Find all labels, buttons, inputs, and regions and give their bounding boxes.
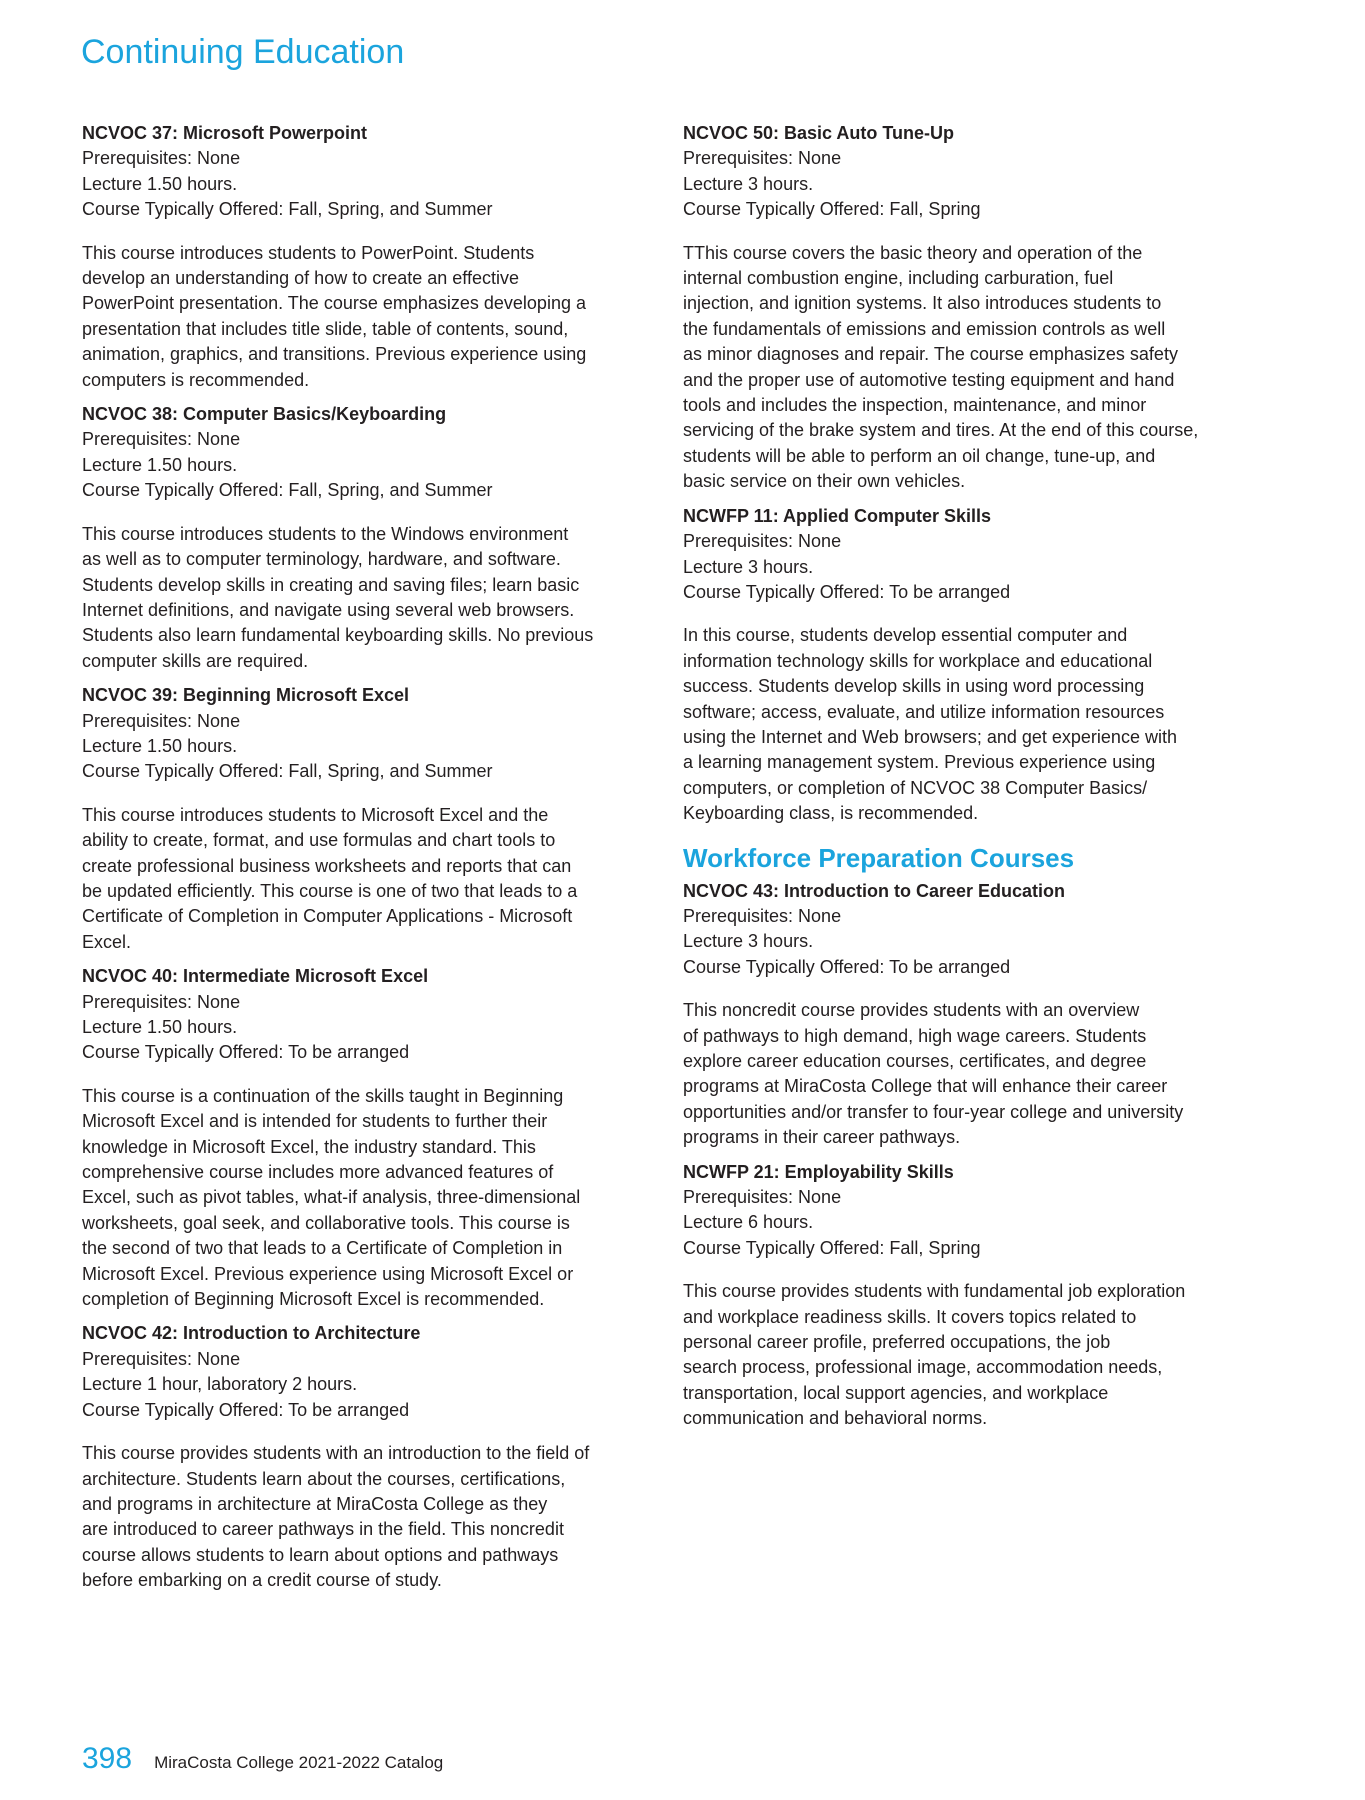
course-prerequisites: Prerequisites: None — [82, 1348, 241, 1369]
course-heading: NCVOC 39: Beginning Microsoft Excel — [82, 685, 410, 706]
description-line: before embarking on a credit course of study. — [82, 1570, 442, 1591]
description-line: This course introduces students to Microsoft Excel and the — [82, 804, 549, 825]
description-line: knowledge in Microsoft Excel, the industry standard. This — [82, 1136, 536, 1157]
course-hours: Lecture 1.50 hours. — [82, 173, 238, 194]
description-line: develop an understanding of how to create an effective — [82, 268, 519, 289]
description-line: comprehensive course includes more advanced features of — [82, 1162, 554, 1183]
description-line: servicing of the brake system and tires. At the end of this course, — [683, 420, 1199, 441]
course-heading: NCWFP 21: Employability Skills — [683, 1161, 954, 1182]
description-line: be updated efficiently. This course is one of two that leads to a — [82, 880, 578, 901]
description-line: computers is recommended. — [82, 369, 310, 390]
description-line: information technology skills for workplace and educational — [683, 650, 1153, 671]
course-heading: NCVOC 43: Introduction to Career Education — [683, 880, 1066, 901]
description-line: of pathways to high demand, high wage careers. Students — [683, 1025, 1147, 1046]
course-prerequisites: Prerequisites: None — [683, 148, 842, 169]
footer — [82, 1742, 443, 1776]
description-line: Certificate of Completion in Computer Applications - Microsoft — [82, 906, 573, 927]
course-heading: NCVOC 40: Intermediate Microsoft Excel — [82, 966, 429, 987]
description-line: and the proper use of automotive testing equipment and hand — [683, 369, 1175, 390]
catalog-name: MiraCosta College 2021-2022 Catalog — [154, 1753, 444, 1772]
course-hours: Lecture 3 hours. — [683, 931, 814, 952]
course-entry — [683, 121, 1253, 495]
course-offered: Course Typically Offered: Fall, Spring — [683, 199, 981, 220]
description-line: tools and includes the inspection, maintenance, and minor — [683, 395, 1147, 416]
description-line: communication and behavioral norms. — [683, 1408, 988, 1429]
description-line: basic service on their own vehicles. — [683, 471, 966, 492]
course-description — [683, 623, 1253, 826]
course-offered: Course Typically Offered: To be arranged — [683, 956, 1011, 977]
course-heading: NCVOC 50: Basic Auto Tune-Up — [683, 123, 955, 143]
description-line: In this course, students develop essential computer and — [683, 625, 1128, 646]
course-prerequisites: Prerequisites: None — [683, 531, 842, 552]
description-line: This course provides students with an introduction to the field of — [82, 1443, 590, 1464]
description-line: worksheets, goal seek, and collaborative tools. This course is — [82, 1212, 570, 1233]
description-line: a learning management system. Previous experience using — [683, 752, 1156, 773]
course-description — [683, 998, 1253, 1150]
description-line: search process, professional image, accommodation needs, — [683, 1357, 1163, 1378]
course-prerequisites: Prerequisites: None — [82, 429, 241, 450]
description-line: and workplace readiness skills. It covers topics related to — [683, 1306, 1137, 1327]
course-hours: Lecture 3 hours. — [683, 173, 814, 194]
course-entry — [82, 1321, 652, 1593]
course-prerequisites: Prerequisites: None — [82, 148, 241, 169]
course-prerequisites: Prerequisites: None — [82, 710, 241, 731]
course-offered: Course Typically Offered: Fall, Spring — [683, 1237, 981, 1258]
course-entry — [683, 1160, 1253, 1432]
course-offered: Course Typically Offered: To be arranged — [82, 1042, 410, 1063]
description-line: Internet definitions, and navigate using several web browsers. — [82, 599, 575, 620]
course-hours: Lecture 1.50 hours. — [82, 454, 238, 475]
description-line: using the Internet and Web browsers; and get experience with — [683, 726, 1177, 747]
description-line: programs in their career pathways. — [683, 1127, 961, 1148]
description-line: Students develop skills in creating and saving files; learn basic — [82, 574, 580, 595]
description-line: students will be able to perform an oil change, tune-up, and — [683, 445, 1156, 466]
page-number: 398 — [82, 1742, 133, 1775]
course-description — [683, 241, 1253, 495]
course-entry — [82, 964, 652, 1312]
description-line: create professional business worksheets and reports that can — [82, 855, 572, 876]
description-line: opportunities and/or transfer to four-year college and university — [683, 1101, 1184, 1122]
course-entry — [82, 121, 652, 393]
description-line: This course is a continuation of the skills taught in Beginning — [82, 1085, 564, 1106]
course-offered: Course Typically Offered: Fall, Spring, and Summer — [82, 480, 493, 501]
course-heading: NCWFP 11: Applied Computer Skills — [683, 505, 992, 526]
right-column — [683, 121, 1253, 1441]
course-hours: Lecture 6 hours. — [683, 1212, 814, 1233]
description-line: the fundamentals of emissions and emission controls as well — [683, 318, 1166, 339]
description-line: are introduced to career pathways in the field. This noncredit — [82, 1519, 564, 1540]
description-line: Keyboarding class, is recommended. — [683, 803, 979, 824]
description-line: Microsoft Excel and is intended for students to further their — [82, 1111, 548, 1132]
description-line: Students also learn fundamental keyboarding skills. No previous — [82, 625, 594, 646]
course-description — [82, 522, 652, 674]
description-line: explore career education courses, certificates, and degree — [683, 1051, 1147, 1071]
description-line: PowerPoint presentation. The course emphasizes developing a — [82, 293, 586, 314]
course-hours: Lecture 1.50 hours. — [82, 1017, 238, 1037]
description-line: course allows students to learn about options and pathways — [82, 1544, 559, 1565]
description-line: Excel. — [82, 931, 132, 952]
description-line: completion of Beginning Microsoft Excel is recommended. — [82, 1289, 545, 1310]
description-line: as minor diagnoses and repair. The course emphasizes safety — [683, 344, 1178, 365]
description-line: and programs in architecture at MiraCosta College as they — [82, 1493, 548, 1514]
course-heading: NCVOC 42: Introduction to Architecture — [82, 1323, 421, 1344]
course-entry — [82, 402, 652, 674]
course-heading: NCVOC 38: Computer Basics/Keyboarding — [82, 404, 447, 425]
course-offered: Course Typically Offered: Fall, Spring, and Summer — [82, 199, 493, 220]
course-description — [82, 1084, 652, 1313]
course-offered: Course Typically Offered: To be arranged — [82, 1399, 410, 1420]
course-hours: Lecture 1.50 hours. — [82, 735, 238, 756]
course-description — [82, 803, 652, 955]
left-column — [82, 121, 652, 1603]
description-line: computer skills are required. — [82, 650, 309, 671]
description-line: This noncredit course provides students with an overview — [683, 1000, 1140, 1021]
description-line: This course introduces students to the Windows environment — [82, 523, 569, 544]
description-line: animation, graphics, and transitions. Previous experience using — [82, 344, 587, 365]
course-offered: Course Typically Offered: To be arranged — [683, 581, 1011, 602]
description-line: This course introduces students to PowerPoint. Students — [82, 242, 535, 263]
course-prerequisites: Prerequisites: None — [82, 991, 241, 1012]
description-line: success. Students develop skills in using word processing — [683, 676, 1145, 697]
course-offered: Course Typically Offered: Fall, Spring, and Summer — [82, 761, 493, 782]
description-line: Microsoft Excel. Previous experience using Microsoft Excel or — [82, 1263, 574, 1284]
course-entry — [82, 683, 652, 955]
description-line: programs at MiraCosta College that will enhance their career — [683, 1076, 1168, 1097]
page-title: Continuing Education — [81, 33, 405, 71]
description-line: software; access, evaluate, and utilize information resources — [683, 701, 1165, 722]
description-line: the second of two that leads to a Certificate of Completion in — [82, 1238, 563, 1259]
course-heading: NCVOC 37: Microsoft Powerpoint — [82, 123, 368, 143]
description-line: presentation that includes title slide, table of contents, sound, — [82, 318, 569, 339]
course-prerequisites: Prerequisites: None — [683, 905, 842, 926]
course-hours: Lecture 3 hours. — [683, 556, 814, 577]
course-description — [82, 1441, 652, 1593]
description-line: Excel, such as pivot tables, what-if analysis, three-dimensional — [82, 1187, 581, 1208]
course-entry — [683, 504, 1253, 827]
course-entry — [683, 879, 1253, 1151]
section-heading: Workforce Preparation Courses — [683, 842, 1075, 873]
course-hours: Lecture 1 hour, laboratory 2 hours. — [82, 1374, 358, 1395]
description-line: as well as to computer terminology, hardware, and software. — [82, 549, 561, 570]
course-description — [683, 1279, 1253, 1431]
course-description — [82, 241, 652, 393]
description-line: computers, or completion of NCVOC 38 Computer Basics/ — [683, 777, 1148, 798]
description-line: This course provides students with fundamental job exploration — [683, 1281, 1186, 1302]
description-line: personal career profile, preferred occupations, the job — [683, 1332, 1111, 1353]
description-line: transportation, local support agencies, and workplace — [683, 1382, 1109, 1403]
description-line: ability to create, format, and use formulas and chart tools to — [82, 830, 556, 851]
description-line: TThis course covers the basic theory and operation of the — [683, 242, 1143, 263]
description-line: architecture. Students learn about the courses, certifications, — [82, 1468, 566, 1489]
description-line: injection, and ignition systems. It also introduces students to — [683, 293, 1162, 314]
description-line: internal combustion engine, including carburation, fuel — [683, 268, 1114, 289]
course-prerequisites: Prerequisites: None — [683, 1187, 842, 1208]
